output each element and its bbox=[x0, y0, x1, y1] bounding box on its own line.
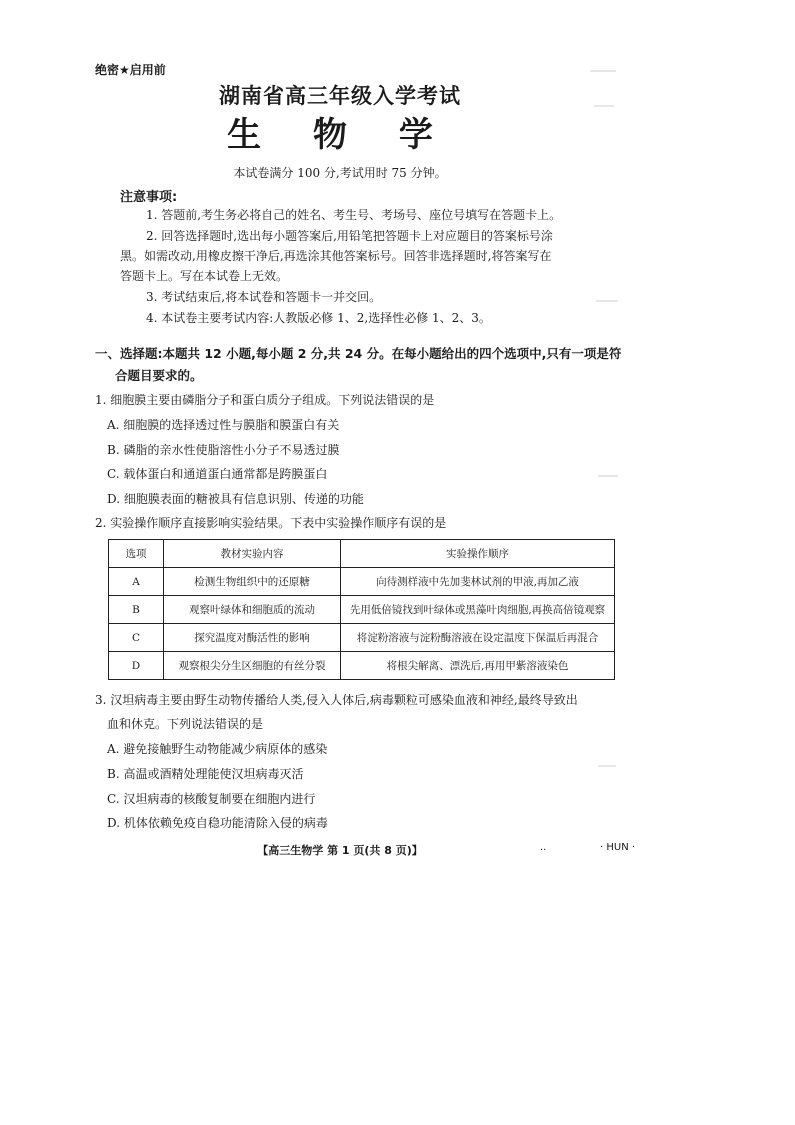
question-3-stem-line-2: 血和休克。下列说法错误的是 bbox=[107, 717, 264, 731]
question-1-option-c: C. 载体蛋白和通道蛋白通常都是跨膜蛋白 bbox=[107, 467, 328, 481]
question-3-option-c: C. 汉坦病毒的核酸复制要在细胞内进行 bbox=[107, 792, 316, 806]
secret-mark: 绝密★启用前 bbox=[95, 63, 166, 77]
bleed-mark bbox=[598, 765, 616, 767]
notice-item: 答题卡上。写在本试卷上无效。 bbox=[120, 269, 289, 283]
bleed-mark bbox=[594, 105, 614, 107]
bleed-mark bbox=[590, 70, 616, 72]
notice-item: 1. 答题前,考生务必将自己的姓名、考生号、考场号、座位号填写在答题卡上。 bbox=[146, 208, 562, 222]
bleed-mark bbox=[596, 300, 618, 302]
table-cell: 检测生物组织中的还原糖 bbox=[164, 568, 341, 596]
question-3-option-b: B. 高温或酒精处理能使汉坦病毒灭活 bbox=[107, 767, 304, 781]
notice-item: 2. 回答选择题时,选出每小题答案后,用铅笔把答题卡上对应题目的答案标号涂 bbox=[146, 229, 553, 243]
footer-dots: .. bbox=[540, 842, 547, 853]
table-cell: A bbox=[109, 568, 164, 596]
table-row bbox=[109, 652, 615, 680]
footer-code: · HUN · bbox=[600, 842, 636, 853]
section-line-1: 一、选择题:本题共 12 小题,每小题 2 分,共 24 分。在每小题给出的四个选项中,只有一项是符 bbox=[95, 346, 622, 361]
page-footer: 【高三生物学 第 1 页(共 8 页)】 bbox=[257, 844, 423, 857]
question-1-option-b: B. 磷脂的亲水性使脂溶性小分子不易透过膜 bbox=[107, 443, 340, 457]
exam-title: 湖南省高三年级入学考试 bbox=[219, 84, 461, 108]
table-cell: 将淀粉溶液与淀粉酶溶液在设定温度下保温后再混合 bbox=[341, 624, 615, 652]
subject-title: 生 物 学 bbox=[227, 115, 453, 155]
question-3-option-d: D. 机体依赖免疫自稳功能清除入侵的病毒 bbox=[107, 816, 328, 830]
table-header-row bbox=[109, 540, 615, 568]
table-header: 教材实验内容 bbox=[164, 540, 341, 568]
table-cell: 观察根尖分生区细胞的有丝分裂 bbox=[164, 652, 341, 680]
notice-item: 4. 本试卷主要考试内容:人教版必修 1、2,选择性必修 1、2、3。 bbox=[146, 311, 491, 325]
bleed-mark bbox=[598, 475, 618, 477]
notice-item: 黑。如需改动,用橡皮擦干净后,再选涂其他答案标号。回答非选择题时,将答案写在 bbox=[120, 249, 552, 263]
table-cell: C bbox=[109, 624, 164, 652]
table-header: 实验操作顺序 bbox=[341, 540, 615, 568]
table-cell: 向待测样液中先加斐林试剂的甲液,再加乙液 bbox=[341, 568, 615, 596]
table-cell: 将根尖解离、漂洗后,再用甲紫溶液染色 bbox=[341, 652, 615, 680]
table-row bbox=[109, 624, 615, 652]
question-1-option-a: A. 细胞膜的选择透过性与膜脂和膜蛋白有关 bbox=[107, 418, 340, 432]
question-3-stem-line-1: 3. 汉坦病毒主要由野生动物传播给人类,侵入人体后,病毒颗粒可感染血液和神经,最终导致出 bbox=[95, 693, 578, 707]
exam-meta: 本试卷满分 100 分,考试用时 75 分钟。 bbox=[233, 166, 447, 180]
question-1-option-d: D. 细胞膜表面的糖被具有信息识别、传递的功能 bbox=[107, 492, 364, 506]
table-cell: B bbox=[109, 596, 164, 624]
notice-heading: 注意事项: bbox=[120, 190, 178, 205]
table-cell: 探究温度对酶活性的影响 bbox=[164, 624, 341, 652]
notice-item: 3. 考试结束后,将本试卷和答题卡一并交回。 bbox=[146, 290, 382, 304]
table-header: 选项 bbox=[109, 540, 164, 568]
table-row bbox=[109, 568, 615, 596]
table-cell: 先用低倍镜找到叶绿体或黑藻叶肉细胞,再换高倍镜观察 bbox=[341, 596, 615, 624]
section-line-2: 合题目要求的。 bbox=[115, 368, 203, 383]
question-2-stem: 2. 实验操作顺序直接影响实验结果。下表中实验操作顺序有误的是 bbox=[95, 516, 447, 530]
table-cell: 观察叶绿体和细胞质的流动 bbox=[164, 596, 341, 624]
table-row bbox=[109, 596, 615, 624]
table-cell: D bbox=[109, 652, 164, 680]
question-3-option-a: A. 避免接触野生动物能减少病原体的感染 bbox=[107, 742, 328, 756]
question-1-stem: 1. 细胞膜主要由磷脂分子和蛋白质分子组成。下列说法错误的是 bbox=[95, 393, 435, 407]
section-heading bbox=[95, 343, 621, 387]
experiment-table bbox=[108, 539, 615, 680]
